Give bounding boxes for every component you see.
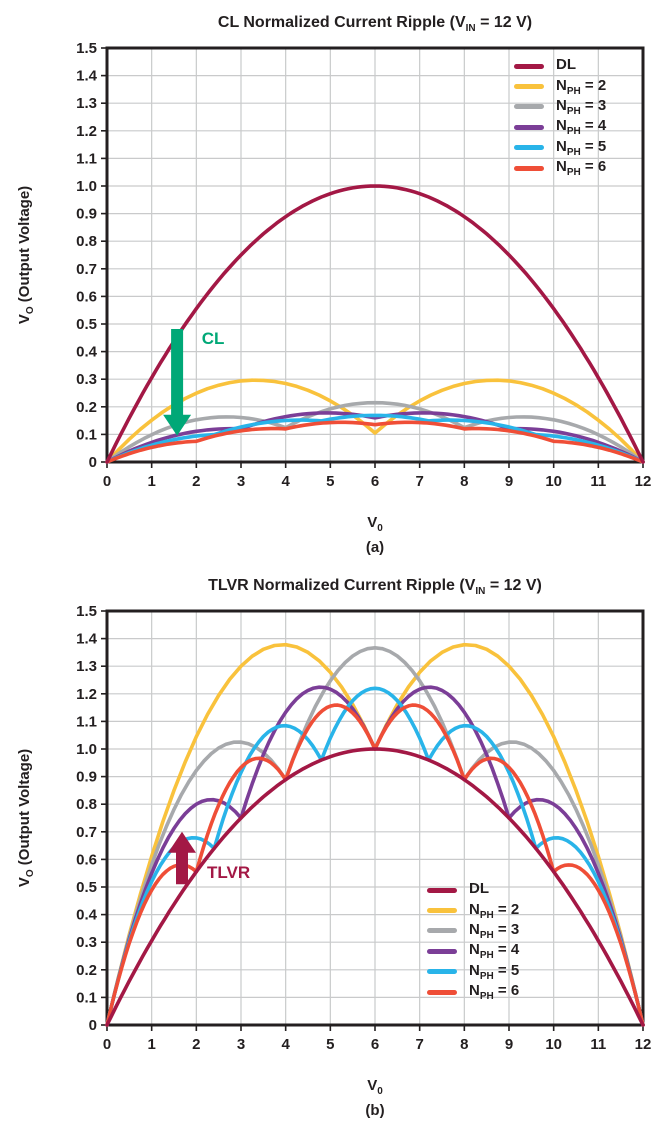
y-tick-label: 0.7	[76, 260, 97, 278]
legend-item	[427, 941, 519, 961]
y-tick-label: 0.5	[76, 879, 97, 896]
x-tick-label: 12	[634, 473, 652, 490]
y-tick-label: 0.2	[76, 398, 97, 416]
legend-label: $N_{PH} = 4$	[469, 941, 520, 962]
legend-label: $N_{PH} = 6$	[556, 158, 607, 179]
chart-panel-b	[0, 563, 655, 1121]
y-tick-label: 0.2	[76, 961, 97, 979]
legend-item	[514, 158, 606, 178]
legend-item	[514, 117, 606, 137]
y-axis-title-a: $V_O$ (Output Voltage)	[16, 185, 36, 325]
legend-item	[514, 76, 606, 96]
x-tick-label: 11	[590, 473, 607, 490]
legend-swatch-nph3	[427, 928, 457, 933]
legend-swatch-nph6	[514, 166, 544, 171]
annotation-label-tlvr: TLVR	[207, 863, 251, 883]
legend-label: $N_{PH} = 3$	[556, 96, 607, 117]
legend-item	[427, 900, 519, 920]
legend-swatch-nph6	[427, 990, 457, 995]
legend-label: $N_{PH} = 3$	[469, 920, 520, 941]
legend-swatch-nph5	[514, 145, 544, 150]
x-tick-label: 12	[634, 1036, 652, 1053]
x-axis-title-b: $V_0$	[367, 1077, 383, 1097]
x-tick-label: 6	[370, 473, 380, 490]
y-tick-label: 0.4	[76, 343, 97, 361]
legend-label: DL	[556, 56, 576, 74]
x-tick-label: 8	[460, 473, 469, 490]
y-tick-label: 0.8	[76, 233, 97, 251]
y-tick-label: 0.1	[76, 989, 97, 1007]
x-tick-label: 5	[326, 473, 335, 490]
y-tick-label: 1.4	[76, 630, 97, 648]
legend-a	[514, 56, 606, 178]
y-tick-label: 0.1	[76, 426, 97, 444]
legend-swatch-nph2	[427, 908, 457, 913]
panel-caption-b: (b)	[365, 1102, 385, 1119]
x-axis-title-a: $V_0$	[367, 514, 383, 534]
legend-label: $N_{PH} = 5$	[469, 961, 520, 982]
x-tick-label: 10	[545, 473, 563, 490]
legend-swatch-nph5	[427, 969, 457, 974]
legend-label: $N_{PH} = 6$	[469, 982, 520, 1003]
x-tick-label: 4	[281, 473, 290, 490]
legend-item	[427, 921, 519, 941]
y-tick-label: 1.3	[76, 95, 97, 113]
chart-title-b: TLVR Normalized Current Ripple ($V_{IN} = 12$ V)	[208, 577, 542, 598]
y-tick-label: 0	[88, 454, 97, 471]
legend-swatch-nph2	[514, 84, 544, 89]
x-tick-label: 3	[236, 1036, 246, 1053]
plot-canvas-b	[0, 563, 655, 1121]
y-tick-label: 0.4	[76, 906, 97, 924]
y-tick-label: 0.3	[76, 934, 97, 952]
y-tick-label: 1.4	[76, 67, 97, 85]
x-tick-label: 7	[415, 1036, 424, 1053]
x-tick-label: 2	[192, 473, 201, 490]
x-tick-label: 0	[102, 1036, 112, 1053]
x-tick-label: 0	[102, 473, 112, 490]
y-tick-label: 0.8	[76, 796, 97, 814]
legend-swatch-nph3	[514, 104, 544, 109]
y-tick-label: 1.1	[76, 713, 97, 731]
legend-swatch-dl	[514, 64, 544, 69]
legend-label: $N_{PH} = 5$	[556, 137, 607, 158]
legend-label: DL	[469, 880, 489, 898]
y-tick-label: 1.1	[76, 150, 97, 168]
chart-panel-a	[0, 0, 655, 558]
y-tick-label: 0.7	[76, 823, 97, 841]
legend-swatch-dl	[427, 888, 457, 893]
y-tick-label: 1.2	[76, 122, 97, 140]
x-tick-label: 6	[370, 1036, 380, 1053]
legend-b	[427, 880, 519, 1002]
x-tick-label: 3	[236, 473, 246, 490]
y-tick-label: 0.5	[76, 316, 97, 333]
legend-label: $N_{PH} = 2$	[469, 900, 520, 921]
chart-title-a: CL Normalized Current Ripple ($V_{IN} = 12$ V)	[217, 14, 533, 35]
y-tick-label: 0.9	[76, 768, 97, 786]
panel-caption-a: (a)	[365, 539, 385, 556]
legend-swatch-nph4	[427, 949, 457, 954]
y-tick-label: 1.5	[76, 603, 97, 620]
annotation-label-cl: CL	[201, 329, 225, 349]
x-tick-label: 10	[545, 1036, 563, 1053]
x-tick-label: 2	[192, 1036, 201, 1053]
y-tick-label: 0.9	[76, 205, 97, 223]
legend-item	[427, 962, 519, 982]
y-tick-label: 1.0	[76, 741, 97, 758]
x-tick-label: 1	[147, 473, 156, 490]
x-tick-label: 1	[147, 1036, 156, 1053]
x-tick-label: 4	[281, 1036, 290, 1053]
y-tick-label: 1.0	[76, 178, 97, 195]
legend-item	[427, 880, 519, 900]
x-tick-label: 9	[504, 473, 514, 490]
x-tick-label: 9	[504, 1036, 514, 1053]
x-tick-label: 7	[415, 473, 424, 490]
y-tick-label: 1.3	[76, 658, 97, 676]
y-tick-label: 0.3	[76, 371, 97, 389]
legend-item	[427, 982, 519, 1002]
y-tick-label: 0.6	[76, 288, 97, 306]
y-tick-label: 1.2	[76, 685, 97, 703]
y-tick-label: 0	[88, 1017, 97, 1034]
legend-item	[514, 97, 606, 117]
y-tick-label: 1.5	[76, 40, 97, 57]
annotation-arrow-cl	[163, 329, 191, 436]
x-tick-label: 8	[460, 1036, 469, 1053]
legend-label: $N_{PH} = 2$	[556, 76, 607, 97]
y-axis-title-b: $V_O$ (Output Voltage)	[16, 748, 36, 888]
x-tick-label: 5	[326, 1036, 335, 1053]
legend-label: $N_{PH} = 4$	[556, 117, 607, 138]
legend-swatch-nph4	[514, 125, 544, 130]
legend-item	[514, 138, 606, 158]
y-tick-label: 0.6	[76, 851, 97, 869]
x-tick-label: 11	[590, 1036, 607, 1053]
legend-item	[514, 56, 606, 76]
